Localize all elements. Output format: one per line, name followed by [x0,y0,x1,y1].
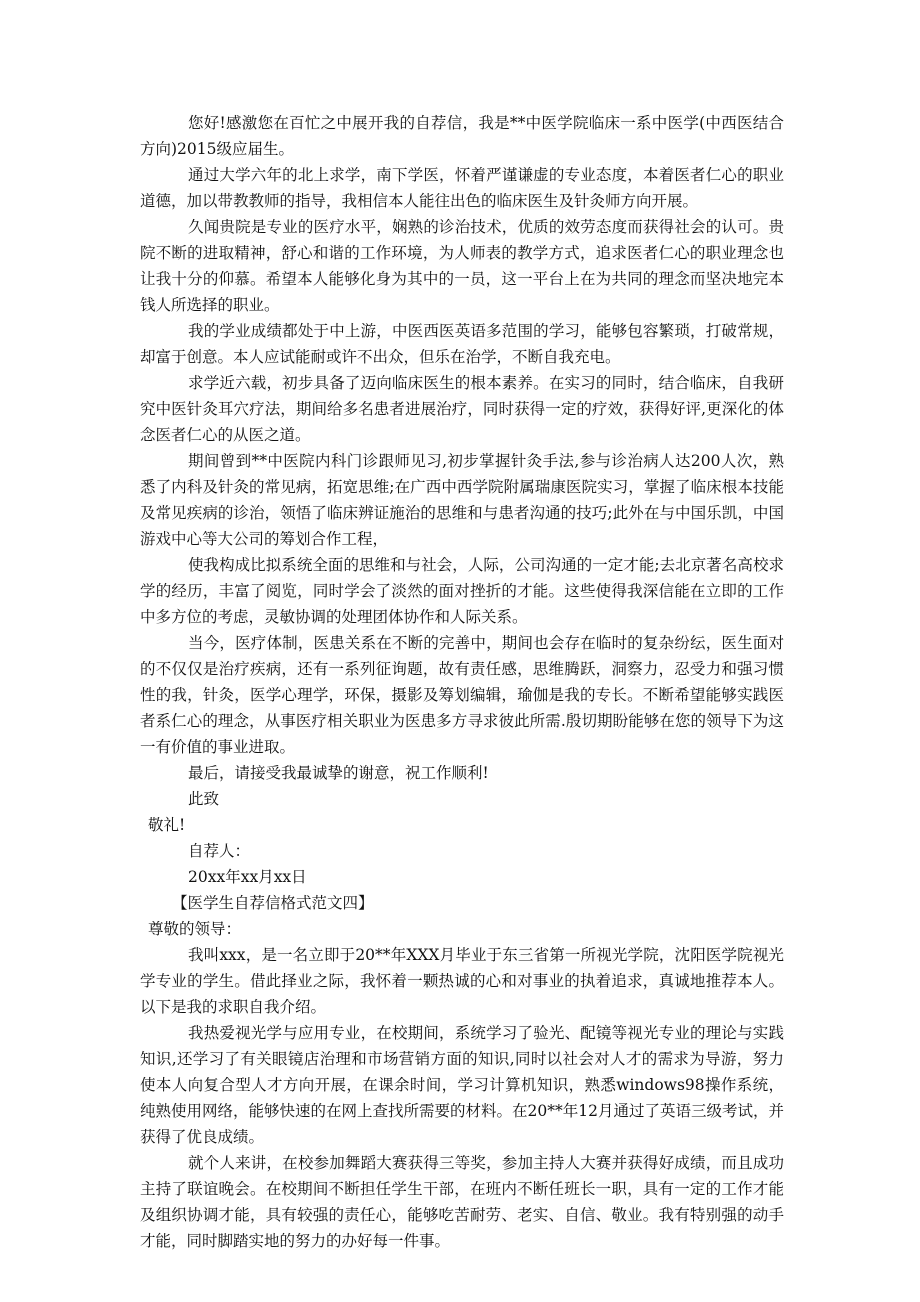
letter1-paragraph-4: 我的学业成绩都处于中上游，中医西医英语多范围的学习，能够包容繁琐，打破常规，却富于创意。本人应试能耐或许不出众，但乐在治学，不断自我充电。 [140,322,784,366]
letter1-paragraph-9: 最后，请接受我最诚挚的谢意，祝工作顺利! [188,764,489,782]
letter1-paragraph-8: 当今，医疗体制，医患关系在不断的完善中，期间也会存在临时的复杂纷纭，医生面对的不仅仅是治疗疾病，还有一系列征询题，故有责任感，思维腾跃，洞察力，忍受力和强习惯性的我，针灸，医学心理学，环保，摄影及筹划编辑，瑜伽是我的专长。不断希望能够实践医者系仁心的理念，从事医疗相关职业为医患多方寻求彼此所需.殷切期盼能够在您的领导下为这一有价值的事业进取。 [140,634,784,756]
letter1-paragraph-5: 求学近六载，初步具备了迈向临床医生的根本素养。在实习的同时，结合临床，自我研究中医针灸耳穴疗法，期间给多名患者进展治疗，同时获得一定的疗效，获得好评,更深化的体念医者仁心的从医之道。 [140,374,784,444]
section-title: 【医学生自荐信格式范文四】 [172,894,374,912]
letter1-paragraph-1: 您好!感激您在百忙之中展开我的自荐信，我是**中医学院临床一系中医学(中西医结合方向)2015级应届生。 [140,114,784,158]
letter1-paragraph-2: 通过大学六年的北上求学，南下学医，怀着严谨谦虚的专业态度，本着医者仁心的职业道德，加以带教教师的指导，我相信本人能往出色的临床医生及针灸师方向开展。 [140,166,784,210]
letter1-salute: 敬礼! [148,816,186,834]
letter1-closing: 此致 [188,790,220,808]
letter1-paragraph-3: 久闻贵院是专业的医疗水平，娴熟的诊治技术，优质的效劳态度而获得社会的认可。贵院不断的进取精神，舒心和谐的工作环境，为人师表的教学方式，追求医者仁心的职业理念也让我十分的仰慕。希望本人能够化身为其中的一员，这一平台上在为共同的理念而坚决地完本钱人所选择的职业。 [140,218,784,314]
document-body [140,110,784,1254]
letter1-signer: 自荐人： [188,842,251,860]
letter1-date: 20xx年xx月xx日 [188,868,307,886]
letter1-paragraph-6: 期间曾到**中医院内科门诊跟师见习,初步掌握针灸手法,参与诊治病人达200人次，熟悉了内科及针灸的常见病，拓宽思维;在广西中西学院附属瑞康医院实习，掌握了临床根本技能及常见疾病的诊治，领悟了临床辨证施治的思维和与患者沟通的技巧;此外在与中国乐凯，中国游戏中心等大公司的筹划合作工程， [140,452,784,548]
letter2-paragraph-1: 我叫xxx，是一名立即于20**年XXX月毕业于东三省第一所视光学院，沈阳医学院视光学专业的学生。借此择业之际，我怀着一颗热诚的心和对事业的执着追求，真诚地推荐本人。以下是我的求职自我介绍。 [140,946,784,1016]
letter2-paragraph-3: 就个人来讲，在校参加舞蹈大赛获得三等奖，参加主持人大赛并获得好成绩，而且成功主持了联谊晚会。在校期间不断担任学生干部，在班内不断任班长一职，具有一定的工作才能及组织协调才能，具有较强的责任心，能够吃苦耐劳、老实、自信、敬业。我有特别强的动手才能，同时脚踏实地的努力的办好每一件事。 [140,1154,784,1250]
letter1-paragraph-7: 使我构成比拟系统全面的思维和与社会，人际，公司沟通的一定才能;去北京著名高校求学的经历，丰富了阅览，同时学会了淡然的面对挫折的才能。这些使得我深信能在立即的工作中多方位的考虑，灵敏协调的处理团体协作和人际关系。 [140,556,784,626]
letter2-paragraph-2: 我热爱视光学与应用专业，在校期间，系统学习了验光、配镜等视光专业的理论与实践知识,还学习了有关眼镜店治理和市场营销方面的知识,同时以社会对人才的需求为导游，努力使本人向复合型人才方向开展，在课余时间，学习计算机知识，熟悉windows98操作系统，纯熟使用网络，能够快速的在网上查找所需要的材料。在20**年12月通过了英语三级考试，并获得了优良成绩。 [140,1024,784,1146]
letter2-greeting: 尊敬的领导： [148,920,242,938]
